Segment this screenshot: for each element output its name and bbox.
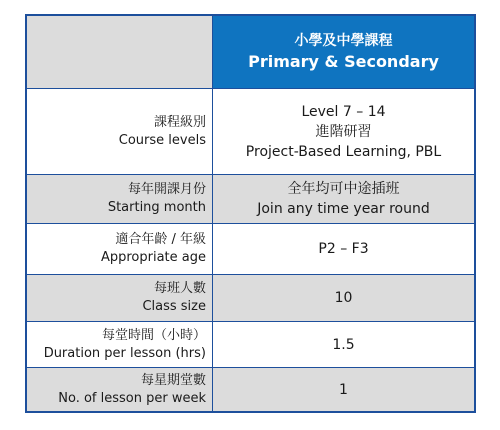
header-program-cell: [213, 16, 474, 89]
row-value-class-size: [213, 275, 474, 322]
value-line: Join any time year round: [257, 201, 430, 217]
label-en: Duration per lesson (hrs): [43, 345, 206, 361]
row-label-appropriate-age: [27, 224, 213, 275]
row-value-duration: [213, 322, 474, 368]
label-en: Appropriate age: [100, 250, 206, 265]
row-label-starting-month: [27, 175, 213, 224]
value-line: Level 7 – 14: [301, 103, 386, 120]
row-value-lessons-per-week: [213, 368, 474, 411]
label-zh: 每堂時間（小時）: [101, 327, 206, 343]
row-value-appropriate-age: [213, 224, 474, 275]
row-label-class-size: [27, 275, 213, 322]
row-label-lessons-per-week: [27, 368, 213, 411]
row-label-duration: [27, 322, 213, 368]
row-label-course-levels: [27, 89, 213, 175]
label-zh: 課程級別: [153, 114, 206, 130]
label-zh: 每班人數: [153, 281, 206, 296]
value-line: 1: [339, 381, 348, 398]
label-en: Class size: [142, 299, 206, 314]
label-en: Course levels: [118, 132, 206, 148]
label-en: No. of lesson per week: [58, 390, 206, 406]
value-line: 10: [334, 290, 353, 306]
row-value-starting-month: [213, 175, 474, 224]
program-title-en: Primary & Secondary: [248, 52, 439, 71]
header-corner-cell: [27, 16, 213, 89]
program-title-zh: 小學及中學課程: [294, 33, 393, 49]
value-line: P2 – F3: [318, 241, 369, 257]
value-line: 全年均可中途插班: [287, 181, 400, 197]
value-line: Project-Based Learning, PBL: [245, 143, 442, 160]
label-zh: 每星期堂數: [140, 372, 206, 388]
row-value-course-levels: [213, 89, 474, 175]
value-line: 進階研習: [315, 123, 372, 140]
label-en: Starting month: [107, 200, 206, 215]
course-info-table: [25, 14, 476, 413]
value-line: 1.5: [332, 336, 355, 353]
label-zh: 每年開課月份: [127, 182, 206, 197]
label-zh: 適合年齡 / 年級: [115, 232, 206, 247]
